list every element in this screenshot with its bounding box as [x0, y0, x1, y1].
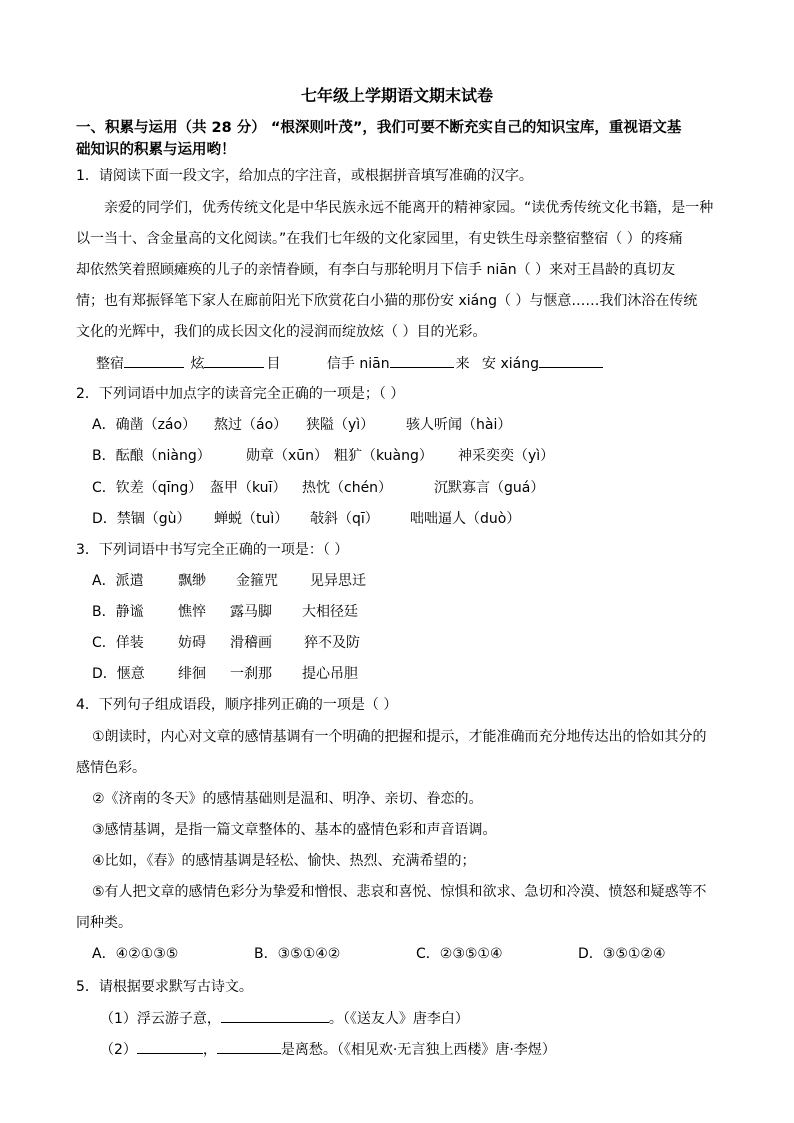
q3-option-b[interactable] [92, 602, 358, 622]
question-3-stem: 3．下列词语中书写完全正确的一项是：（ ） [76, 542, 349, 558]
q4-sentence-1-cont: 感情色彩。 [76, 760, 146, 776]
option-text: 飘缈 [178, 573, 206, 589]
option-text: 敧斜（qī） [310, 511, 379, 527]
q5-blank-3[interactable] [217, 1039, 281, 1054]
q5-prompt: （2） [100, 1042, 137, 1058]
option-text: 提心吊胆 [302, 666, 358, 682]
option-text: 猝不及防 [304, 635, 360, 651]
q2-option-c[interactable] [92, 478, 544, 498]
option-text: 绯徊 [178, 666, 206, 682]
q5-source: 。（《送友人》唐李白） [328, 1011, 469, 1027]
q4-option-c[interactable]: C．②③⑤①④ [416, 946, 503, 962]
option-text: 憔悴 [178, 604, 206, 620]
option-text: 露马脚 [230, 604, 272, 620]
page-title: 七年级上学期语文期末试卷 [300, 86, 493, 105]
q1-paragraph-line: 亲爱的同学们，优秀传统文化是中华民族永远不能离开的精神家园。“读优秀传统文化书籍，是一种 [104, 200, 714, 216]
option-text: C．钦差（qīng） [92, 480, 203, 496]
q4-option-a[interactable]: A．④②①③⑤ [92, 946, 179, 962]
q4-sentence-5-cont: 同种类。 [76, 915, 132, 931]
option-text: 蝉蜕（tuì） [214, 511, 289, 527]
q4-sentence-2: ②《济南的冬天》的感情基础则是温和、明净、亲切、眷恋的。 [92, 791, 483, 807]
question-4-stem: 4．下列句子组成语段，顺序排列正确的一项是（ ） [76, 697, 398, 713]
q5-item-1 [100, 1008, 469, 1029]
q5-comma: ， [202, 1042, 217, 1058]
option-text: D．惬意 [92, 666, 145, 682]
q4-sentence-1: ①朗读时，内心对文章的感情基调有一个明确的把握和提示，才能准确而充分地传达出的恰如其分的 [92, 729, 707, 745]
option-text: 狭隘（yì） [306, 417, 375, 433]
q1-paragraph-line: 文化的光辉中，我们的成长因文化的浸润而绽放炫（ ）目的光彩。 [76, 324, 487, 340]
option-text: 金箍咒 [236, 573, 278, 589]
question-5-stem: 5．请根据要求默写古诗文。 [76, 979, 253, 995]
option-text: 沉默寡言（guá） [434, 480, 545, 496]
q4-sentence-3: ③感情基调，是指一篇文章整体的、基本的盛情色彩和声音语调。 [92, 822, 497, 838]
option-text: 妨碍 [178, 635, 206, 651]
q5-blank-2[interactable] [137, 1039, 203, 1054]
q3-option-a[interactable] [92, 571, 366, 591]
option-text: A．确凿（záo） [92, 417, 197, 433]
q1-word-label: 整宿 [96, 356, 124, 372]
option-text: 咄咄逼人（duò） [410, 511, 521, 527]
q1-blank-1[interactable] [124, 353, 184, 368]
q1-word-label: 信手 niān [326, 356, 390, 372]
q1-blank-4[interactable] [539, 353, 603, 368]
q1-word-tail: 目 [266, 356, 281, 372]
q4-sentence-5: ⑤有人把文章的感情色彩分为挚爱和憎恨、悲哀和喜悦、惊惧和欲求、急切和冷漠、愤怒和疑惑等不 [92, 884, 707, 900]
q1-blank-2[interactable] [204, 353, 264, 368]
option-text: A．派遣 [92, 573, 144, 589]
q3-option-d[interactable] [92, 664, 358, 684]
q5-blank-1[interactable] [221, 1008, 329, 1023]
q1-word-label: 炫 [190, 356, 205, 372]
option-text: 见异思迁 [310, 573, 366, 589]
q2-option-d[interactable] [92, 509, 520, 529]
option-text: 大相径廷 [302, 604, 358, 620]
option-text: 粗犷（kuàng） [334, 448, 433, 464]
q2-option-b[interactable] [92, 446, 554, 466]
q1-paragraph-line: 情；也有郑振铎笔下家人在廊前阳光下欣赏花白小猫的那份安 xiáng（ ）与惬意……我们沐浴在传统 [76, 293, 698, 309]
option-text: C．佯装 [92, 635, 144, 651]
q5-source: 是离愁。（《相见欢·无言独上西楼》唐·李煜） [280, 1042, 556, 1058]
option-text: 滑稽画 [230, 635, 272, 651]
q1-paragraph-line: 却依然笑着照顾瘫痪的儿子的亲情眷顾，有李白与那轮明月下信手 niān（ ）来对王昌龄的真切友 [76, 262, 676, 278]
q1-paragraph-line: 以一当十、含金量高的文化阅读。”在我们七年级的文化家园里，有史铁生母亲整宿整宿（ ）的疼痛 [76, 231, 683, 247]
q2-option-a[interactable] [92, 415, 511, 435]
option-text: 骇人听闻（hài） [406, 417, 512, 433]
q5-item-2 [100, 1039, 556, 1060]
q4-options [92, 944, 666, 964]
q1-word-tail: 来 [455, 356, 470, 372]
q4-sentence-4: ④比如，《春》的感情基调是轻松、愉快、热烈、充满希望的； [92, 853, 476, 869]
option-text: 勋章（xūn） [246, 448, 329, 464]
option-text: 热忱（chén） [302, 480, 393, 496]
option-text: 神采奕奕（yì） [458, 448, 555, 464]
option-text: D．禁锢（gù） [92, 511, 191, 527]
q1-blank-3[interactable] [390, 353, 454, 368]
q1-word-label: 安 xiáng [482, 356, 539, 372]
q4-option-b[interactable]: B．③⑤①④② [254, 946, 341, 962]
option-text: 熬过（áo） [214, 417, 288, 433]
option-text: B．酝酿（niàng） [92, 448, 211, 464]
section-heading-cont: 础知识的积累与运用哟！ [76, 142, 236, 158]
q3-option-c[interactable] [92, 633, 360, 653]
option-text: 盔甲（kuī） [210, 480, 287, 496]
q5-prompt: （1）浮云游子意， [100, 1011, 221, 1027]
option-text: B．静谧 [92, 604, 144, 620]
question-1-stem: 1．请阅读下面一段文字，给加点的字注音，或根据拼音填写准确的汉字。 [76, 168, 533, 184]
question-2-stem: 2．下列词语中加点字的读音完全正确的一项是；（ ） [76, 386, 405, 402]
q1-answer-blanks [96, 353, 603, 374]
option-text: 一刹那 [230, 666, 272, 682]
q4-option-d[interactable]: D．③⑤①②④ [578, 946, 666, 962]
section-heading: 一、积累与运用（共 28 分） “根深则叶茂”，我们可要不断充实自己的知识宝库，重视语文基 [76, 120, 682, 136]
